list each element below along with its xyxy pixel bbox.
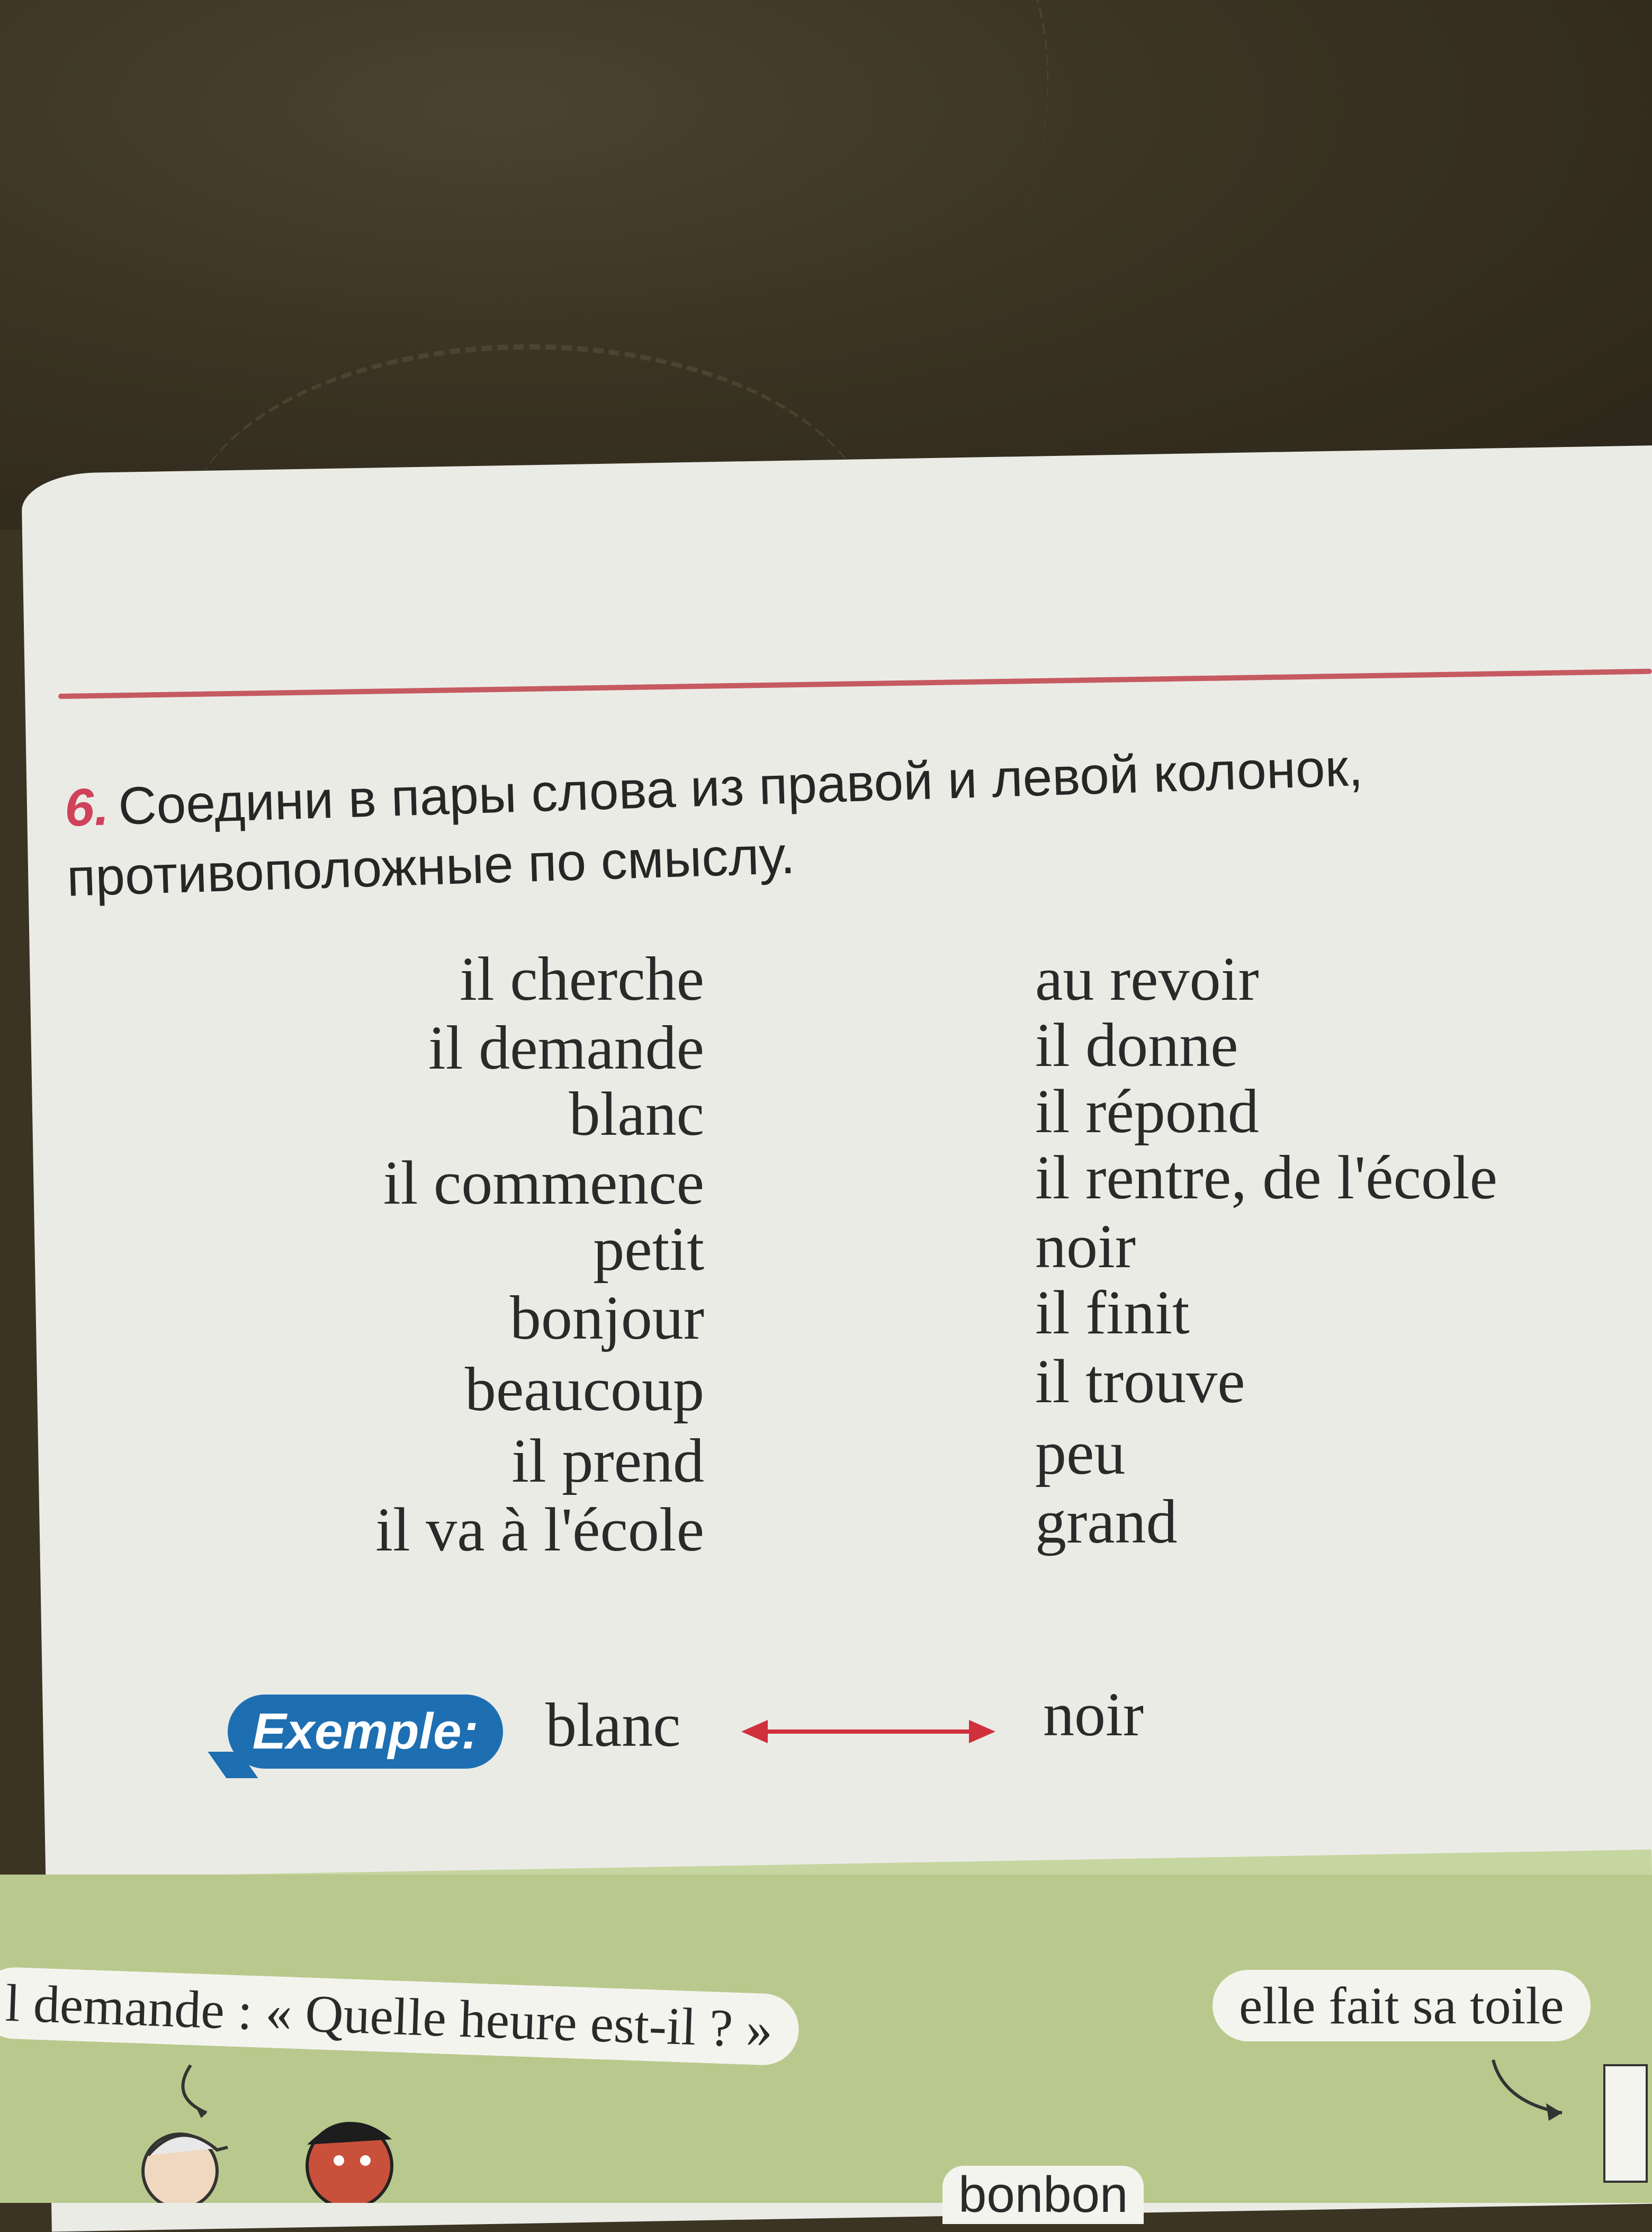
right-word: noir — [1035, 1212, 1136, 1281]
left-word: petit — [593, 1214, 704, 1284]
right-word: il trouve — [1035, 1347, 1245, 1416]
left-word: il demande — [428, 1013, 704, 1082]
task-text: Соедини в пары слова из правой и левой колонок, противоположные по смыслу. — [66, 737, 1364, 908]
left-word: beaucoup — [464, 1355, 704, 1424]
bottom-cut-word: bonbon — [942, 2166, 1144, 2224]
left-word: blanc — [569, 1079, 704, 1149]
left-word: il prend — [511, 1426, 704, 1495]
left-word: il va à l'école — [375, 1495, 704, 1564]
example-right-word: noir — [1043, 1680, 1144, 1749]
right-word: peu — [1035, 1418, 1126, 1487]
speech-bubble-left: l demande : « Quelle heure est-il ? » — [0, 1966, 800, 2066]
right-word: il répond — [1035, 1077, 1259, 1146]
left-word: il commence — [383, 1148, 704, 1217]
example-left-word: blanc — [545, 1690, 681, 1760]
right-word: grand — [1035, 1487, 1178, 1556]
right-word: au revoir — [1035, 944, 1259, 1014]
speech-bubble-right: elle fait sa toile — [1213, 1970, 1591, 2041]
right-word: il donne — [1035, 1010, 1238, 1080]
cartoon-characters — [127, 2055, 604, 2203]
task-number: 6. — [64, 777, 110, 838]
example-badge: Exemple: — [228, 1695, 503, 1769]
cartoon-arrow — [1472, 2055, 1652, 2203]
double-arrow-icon — [741, 1710, 995, 1753]
left-word: il cherche — [460, 944, 704, 1014]
right-word: il finit — [1035, 1278, 1190, 1347]
right-word: il rentre, de l'école — [1035, 1143, 1498, 1212]
left-word: bonjour — [509, 1283, 704, 1352]
example-row — [228, 1680, 1340, 1779]
